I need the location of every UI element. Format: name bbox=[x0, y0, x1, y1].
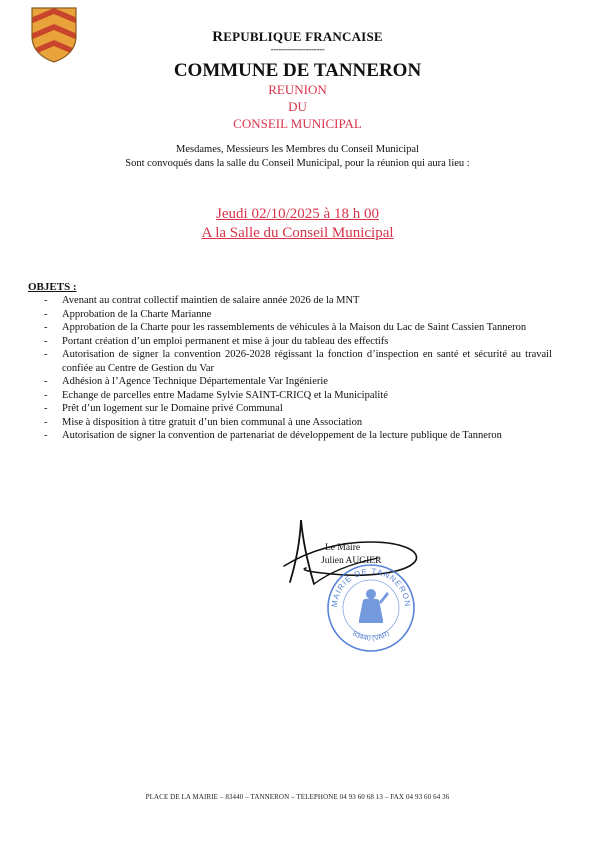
meeting-datetime: Jeudi 02/10/2025 à 18 h 00 bbox=[216, 206, 379, 222]
list-item: - Mise à disposition à titre gratuit d’un bien communal à une Association bbox=[44, 416, 363, 428]
bullet-dash: - bbox=[44, 322, 48, 333]
mayor-title: Le Maire bbox=[325, 543, 361, 553]
list-item: - Echange de parcelles entre Madame Sylvie SAINT-CRICQ et la Municipalité bbox=[44, 389, 388, 401]
reunion-line: REUNION bbox=[268, 82, 327, 97]
list-item: - Portant création d’un emploi permanent et mise à jour du tableau des effectifs bbox=[44, 335, 389, 347]
list-item: - Autorisation de signer la convention de partenariat de développement de la lecture publique de Tanneron bbox=[44, 430, 502, 441]
list-item: - Adhésion à l’Agence Technique Départementale Var Ingénierie bbox=[44, 376, 328, 387]
svg-text:MAIRIE DE TANNERON: MAIRIE DE TANNERON bbox=[329, 566, 413, 608]
list-item: - Autorisation de signer la convention 2026-2028 régissant la fonction d’inspection en santé et sécurité au travail confiée au Centre de Gestion du Var bbox=[44, 349, 552, 374]
mairie-stamp-seal bbox=[323, 562, 419, 652]
reunion-du-line: DU bbox=[288, 99, 307, 114]
list-item: - Approbation de la Charte pour les rassemblements de véhicules à la Maison du Lac de Saint Cassien Tanneron bbox=[44, 322, 527, 333]
footer-address: PLACE DE LA MAIRIE – 83440 – TANNERON – TELEPHONE 04 93 60 68 13 – FAX 04 93 60 64 36 bbox=[145, 793, 450, 801]
svg-text:83440 (VAR): 83440 (VAR) bbox=[351, 630, 391, 643]
mayor-name: Julien AUGIER bbox=[321, 556, 382, 566]
objets-list bbox=[40, 294, 552, 443]
bullet-dash: - bbox=[44, 376, 48, 387]
bullet-dash: - bbox=[44, 295, 48, 306]
bullet-dash: - bbox=[44, 389, 48, 401]
republique-heading: REPUBLIQUE FRANCAISE bbox=[212, 29, 383, 45]
separator-dashes: -------------------- bbox=[270, 44, 325, 54]
conseil-municipal-line: CONSEIL MUNICIPAL bbox=[233, 116, 362, 131]
objets-title: OBJETS : bbox=[28, 281, 77, 293]
bullet-dash: - bbox=[44, 308, 48, 320]
meeting-place: A la Salle du Conseil Municipal bbox=[201, 225, 394, 241]
bullet-dash: - bbox=[44, 416, 48, 428]
commune-title: COMMUNE DE TANNERON bbox=[173, 60, 422, 81]
list-item: - Prêt d’un logement sur le Domaine privé Communal bbox=[44, 403, 283, 414]
list-item: - Approbation de la Charte Marianne bbox=[44, 308, 212, 320]
intro-line-1: Mesdames, Messieurs les Membres du Conseil Municipal bbox=[176, 144, 419, 155]
list-item: - Avenant au contrat collectif maintien de salaire année 2026 de la MNT bbox=[44, 295, 360, 306]
bullet-dash: - bbox=[44, 430, 48, 441]
bullet-dash: - bbox=[44, 349, 48, 360]
bullet-dash: - bbox=[44, 335, 48, 347]
intro-line-2: Sont convoqués dans la salle du Conseil Municipal, pour la réunion qui aura lieu : bbox=[125, 158, 470, 169]
bullet-dash: - bbox=[44, 403, 48, 414]
